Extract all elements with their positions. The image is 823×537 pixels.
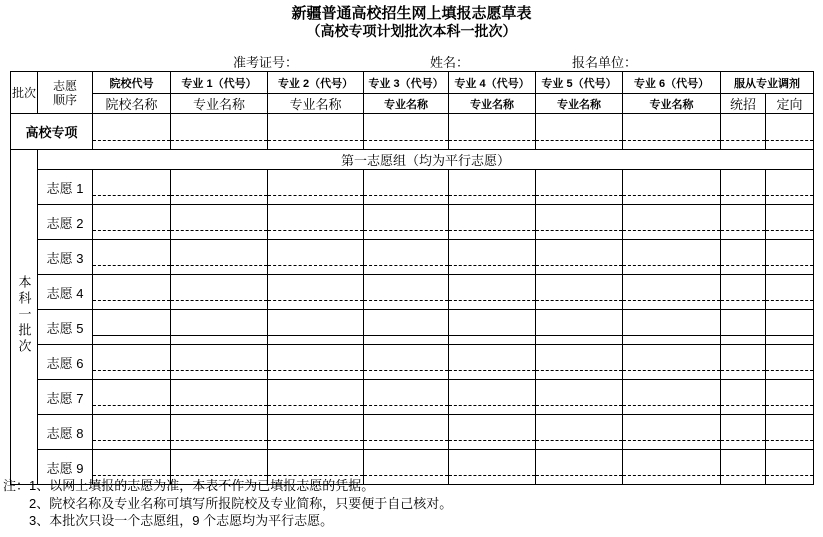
header-adjust-directed: 定向	[766, 94, 814, 114]
v2-major5-cell[interactable]	[536, 205, 623, 240]
v7-major4-cell[interactable]	[449, 380, 536, 415]
page-subtitle: （高校专项计划批次本科一批次）	[306, 23, 517, 39]
v1-major1-cell[interactable]	[171, 170, 268, 205]
v4-major6-cell[interactable]	[623, 275, 721, 310]
volunteer-form-table	[10, 71, 814, 485]
volunteer-5-label: 志愿 5	[38, 310, 93, 345]
v5-directed-cell[interactable]	[766, 310, 814, 345]
v3-college-cell[interactable]	[93, 240, 171, 275]
v4-major1-cell[interactable]	[171, 275, 268, 310]
header-major4-code: 专业 4（代号）	[449, 72, 536, 94]
v8-major1-cell[interactable]	[171, 415, 268, 450]
v2-major6-cell[interactable]	[623, 205, 721, 240]
v5-major2-cell[interactable]	[268, 310, 364, 345]
note-2-text: 2、院校名称及专业名称可填写所报院校及专业简称，只要便于自己核对。	[29, 495, 453, 511]
note-2	[3, 495, 703, 513]
v3-unified-cell[interactable]	[721, 240, 766, 275]
v1-directed-cell[interactable]	[766, 170, 814, 205]
special-major2-cell[interactable]	[268, 114, 364, 150]
v3-directed-cell[interactable]	[766, 240, 814, 275]
v4-college-cell[interactable]	[93, 275, 171, 310]
v5-major1-cell[interactable]	[171, 310, 268, 345]
volunteer-3-label: 志愿 3	[38, 240, 93, 275]
v4-directed-cell[interactable]	[766, 275, 814, 310]
group-header: 第一志愿组（均为平行志愿）	[38, 150, 814, 170]
special-major6-cell[interactable]	[623, 114, 721, 150]
v7-major5-cell[interactable]	[536, 380, 623, 415]
notes	[3, 477, 703, 530]
volunteer-6-label: 志愿 6	[38, 345, 93, 380]
header-major6-name: 专业名称	[623, 94, 721, 114]
v5-major6-cell[interactable]	[623, 310, 721, 345]
header-college-code: 院校代号	[93, 72, 171, 94]
v5-major3-cell[interactable]	[364, 310, 449, 345]
v2-major1-cell[interactable]	[171, 205, 268, 240]
v6-major3-cell[interactable]	[364, 345, 449, 380]
volunteer-7-label: 志愿 7	[38, 380, 93, 415]
v7-major2-cell[interactable]	[268, 380, 364, 415]
volunteer-2-label: 志愿 2	[38, 205, 93, 240]
note-1	[3, 477, 703, 495]
v9-unified-cell[interactable]	[721, 450, 766, 485]
special-major3-cell[interactable]	[364, 114, 449, 150]
v6-major2-cell[interactable]	[268, 345, 364, 380]
special-unified-cell[interactable]	[721, 114, 766, 150]
v1-major4-cell[interactable]	[449, 170, 536, 205]
v5-unified-cell[interactable]	[721, 310, 766, 345]
v7-major3-cell[interactable]	[364, 380, 449, 415]
v9-directed-cell[interactable]	[766, 450, 814, 485]
v6-major6-cell[interactable]	[623, 345, 721, 380]
header-adjust-unified: 统招	[721, 94, 766, 114]
v8-major4-cell[interactable]	[449, 415, 536, 450]
v8-major6-cell[interactable]	[623, 415, 721, 450]
header-major6-code: 专业 6（代号）	[623, 72, 721, 94]
note-3	[3, 512, 703, 530]
header-adjust: 服从专业调剂	[721, 72, 814, 94]
v6-major1-cell[interactable]	[171, 345, 268, 380]
v2-college-cell[interactable]	[93, 205, 171, 240]
special-major1-cell[interactable]	[171, 114, 268, 150]
v6-major5-cell[interactable]	[536, 345, 623, 380]
v7-major6-cell[interactable]	[623, 380, 721, 415]
volunteer-8-label: 志愿 8	[38, 415, 93, 450]
header-batch: 批次	[11, 72, 38, 114]
v7-directed-cell[interactable]	[766, 380, 814, 415]
v7-unified-cell[interactable]	[721, 380, 766, 415]
special-directed-cell[interactable]	[766, 114, 814, 150]
header-major5-name: 专业名称	[536, 94, 623, 114]
v3-major2-cell[interactable]	[268, 240, 364, 275]
header-college-name: 院校名称	[93, 94, 171, 114]
unit-label: 报名单位：	[572, 55, 638, 70]
v3-major1-cell[interactable]	[171, 240, 268, 275]
v1-college-cell[interactable]	[93, 170, 171, 205]
v6-major4-cell[interactable]	[449, 345, 536, 380]
special-major4-cell[interactable]	[449, 114, 536, 150]
volunteer-9-label: 志愿 9	[38, 450, 93, 485]
special-major5-cell[interactable]	[536, 114, 623, 150]
section-label-undergrad-batch1: 本科一批次	[11, 150, 38, 485]
v8-major2-cell[interactable]	[268, 415, 364, 450]
header-major2-name: 专业名称	[268, 94, 364, 114]
v3-major4-cell[interactable]	[449, 240, 536, 275]
v7-major1-cell[interactable]	[171, 380, 268, 415]
v8-directed-cell[interactable]	[766, 415, 814, 450]
v8-college-cell[interactable]	[93, 415, 171, 450]
v2-directed-cell[interactable]	[766, 205, 814, 240]
header-major3-name: 专业名称	[364, 94, 449, 114]
v1-major5-cell[interactable]	[536, 170, 623, 205]
v6-college-cell[interactable]	[93, 345, 171, 380]
info-line	[0, 52, 823, 70]
title-block	[0, 5, 823, 40]
special-college-cell[interactable]	[93, 114, 171, 150]
v2-unified-cell[interactable]	[721, 205, 766, 240]
v1-major2-cell[interactable]	[268, 170, 364, 205]
v4-major4-cell[interactable]	[449, 275, 536, 310]
v1-major3-cell[interactable]	[364, 170, 449, 205]
v4-major3-cell[interactable]	[364, 275, 449, 310]
v2-major2-cell[interactable]	[268, 205, 364, 240]
volunteer-4-label: 志愿 4	[38, 275, 93, 310]
header-order: 志愿顺序	[38, 72, 93, 114]
header-major1-code: 专业 1（代号）	[171, 72, 268, 94]
v8-major3-cell[interactable]	[364, 415, 449, 450]
v5-major5-cell[interactable]	[536, 310, 623, 345]
exam-number-label: 准考证号：	[233, 55, 299, 70]
special-batch-label: 高校专项	[11, 114, 93, 150]
v8-major5-cell[interactable]	[536, 415, 623, 450]
v2-major3-cell[interactable]	[364, 205, 449, 240]
v3-major6-cell[interactable]	[623, 240, 721, 275]
v2-major4-cell[interactable]	[449, 205, 536, 240]
v5-college-cell[interactable]	[93, 310, 171, 345]
v1-major6-cell[interactable]	[623, 170, 721, 205]
v4-unified-cell[interactable]	[721, 275, 766, 310]
v8-unified-cell[interactable]	[721, 415, 766, 450]
header-major1-name: 专业名称	[171, 94, 268, 114]
v3-major5-cell[interactable]	[536, 240, 623, 275]
note-3-text: 3、本批次只设一个志愿组，9 个志愿均为平行志愿。	[29, 513, 334, 528]
v3-major3-cell[interactable]	[364, 240, 449, 275]
v5-major4-cell[interactable]	[449, 310, 536, 345]
v1-unified-cell[interactable]	[721, 170, 766, 205]
v4-major5-cell[interactable]	[536, 275, 623, 310]
header-major2-code: 专业 2（代号）	[268, 72, 364, 94]
volunteer-1-label: 志愿 1	[38, 170, 93, 205]
v4-major2-cell[interactable]	[268, 275, 364, 310]
note-1-text: 1、以网上填报的志愿为准，本表不作为已填报志愿的凭据。	[29, 478, 375, 493]
note-prefix: 注：	[3, 478, 30, 493]
header-major5-code: 专业 5（代号）	[536, 72, 623, 94]
header-major4-name: 专业名称	[449, 94, 536, 114]
header-major3-code: 专业 3（代号）	[364, 72, 449, 94]
v7-college-cell[interactable]	[93, 380, 171, 415]
v6-unified-cell[interactable]	[721, 345, 766, 380]
v6-directed-cell[interactable]	[766, 345, 814, 380]
page-title: 新疆普通高校招生网上填报志愿草表	[291, 5, 532, 22]
name-label: 姓名：	[430, 55, 470, 70]
